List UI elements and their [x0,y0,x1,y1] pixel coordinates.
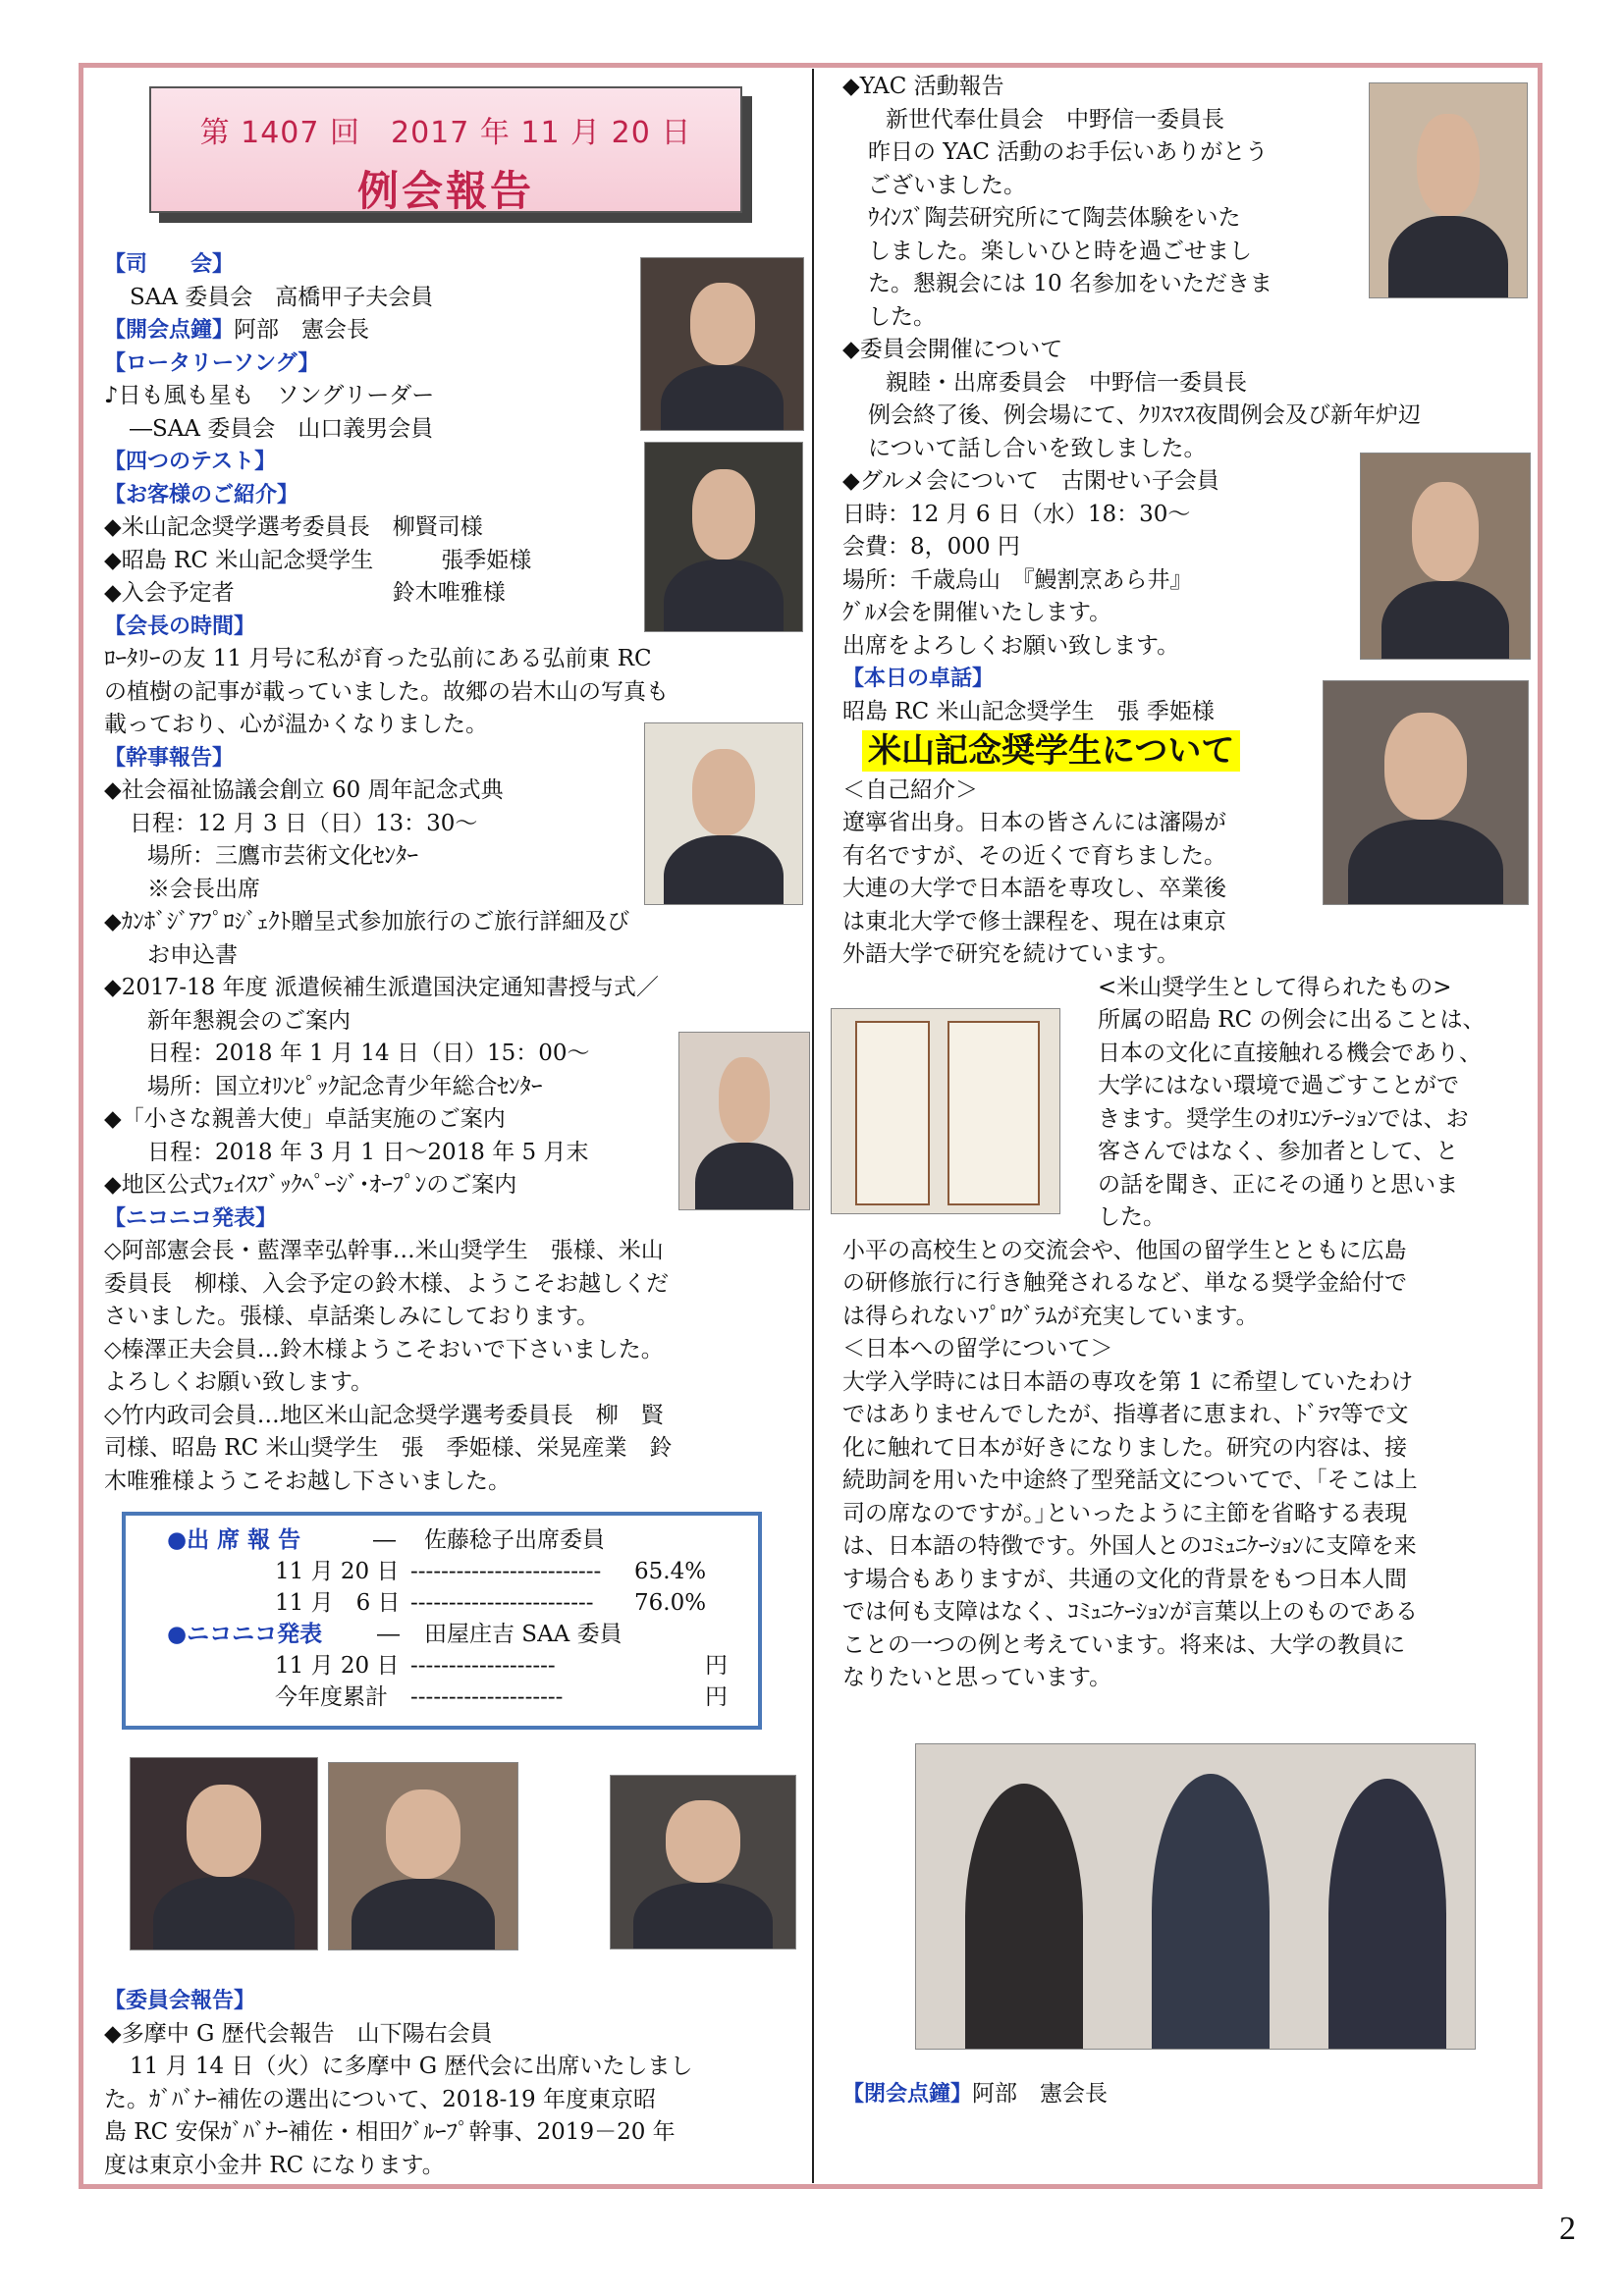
text-line: <米山奨学生として得られたもの> [1098,974,1452,1000]
photo-speaker [1323,680,1529,905]
photo-member-3 [610,1775,796,1949]
text-line: ◆YAC 活動報告 [842,74,1004,99]
text-line: しました。楽しいひと時を過ごせまし [868,238,1252,264]
photo-song-leader [644,442,803,632]
photo-member-1 [130,1757,318,1950]
photo-yac-chair [1369,82,1528,298]
text-line: 会費：8，000 円 [842,534,1020,560]
text-line: よろしくお願い致します。 [104,1369,374,1395]
attendance-row1-dots: ------------------------- [410,1559,602,1584]
text-line: 続助詞を用いた中途終了型発話文についてで、｢そこは上 [842,1468,1418,1493]
text-line: 場所：三鷹市芸術文化ｾﾝﾀｰ [147,843,418,869]
talk-self-intro [842,774,1373,972]
report-title: 例会報告 [356,167,534,215]
text-line: 新年懇親会のご案内 [147,1007,351,1034]
text-line: 載っており、心が温かくなりました。 [104,712,488,737]
report-title-box [149,86,742,213]
photo-president [678,1032,810,1210]
nikoniko-person: 田屋庄吉 SAA 委員 [424,1622,623,1647]
text-line: きます。奨学生のｵﾘｴﾝﾃｰｼｮﾝでは、お [1098,1105,1469,1132]
closing-bell [842,2078,1108,2111]
meeting-date: 第 1407 回 2017 年 11 月 20 日 [199,116,692,150]
text-line: の植樹の記事が載っていました。故郷の岩木山の写真も [104,678,669,705]
nikoniko-row1-value: 円 [705,1653,728,1679]
text-line: なりたいと思っています。 [842,1665,1112,1690]
text-line: 司様、昭島 RC 米山奨学生 張 季姫様、栄晃産業 鈴 [104,1435,673,1461]
text-line: ◆多摩中 G 歴代会報告 山下陽右会員 [104,2020,493,2047]
text-line: した。 [1098,1204,1165,1230]
text-line: す場合もありますが、共通の文化的背景をもつ日本人間 [842,1566,1407,1592]
section-heading: 【会長の時間】 [104,614,256,639]
photo-member-2 [328,1762,518,1950]
text-line: 小平の高校生との交流会や、他国の留学生とともに広島 [842,1237,1407,1263]
section-heading: 【本日の卓話】 [842,667,995,691]
section-heading: 【委員会報告】 [104,1989,256,2013]
text-line: 場所：千歳烏山 『鰻割烹あら井』 [842,566,1193,593]
photo-secretary [644,722,803,905]
nikoniko-row2-dots: -------------------- [410,1684,564,1710]
text-line: した。 [868,303,936,330]
attendance-title: ●出 席 報 告 [167,1527,301,1553]
text-line: 日程：2018 年 3 月 1 日～2018 年 5 月末 [147,1139,589,1165]
text-line: 有名ですが、その近くで育ちました。 [842,842,1226,869]
text-line: ございました。 [868,172,1026,198]
text-line: ｸﾞﾙﾒ会を開催いたします。 [842,600,1112,625]
text-line: さいました。張様、卓話楽しみにしております。 [104,1304,600,1329]
text-line: ◆入会予定者 鈴木唯雅様 [104,580,506,606]
text-line: 親睦・出席委員会 中野信一委員長 [886,369,1247,396]
nikoniko-title: ●ニコニコ発表 [167,1622,323,1647]
text-line: ＜自己紹介＞ [842,776,978,803]
text-line: 度は東京小金井 RC になります。 [104,2152,445,2178]
text-line: ◆「小さな親善大使」卓話実施のご案内 [104,1106,506,1132]
text-line: ではありませんでしたが、指導者に恵まれ、ﾄﾞﾗﾏ等で文 [842,1402,1409,1427]
text-line: ◇阿部憲会長・藍澤幸弘幹事…米山奨学生 張様、米山 [104,1238,664,1263]
text-line: 例会終了後、例会場にて、ｸﾘｽﾏｽ夜間例会及び新年炉辺 [868,402,1422,428]
nikoniko-row1-label: 11 月 20 日 [275,1653,400,1679]
photo-gourmet-organizer [1360,453,1531,660]
text-line: 日本の文化に直接触れる機会であり、 [1098,1040,1482,1066]
section-heading: 【四つのテスト】 [104,450,277,474]
text-line: について話し合いを致しました。 [868,435,1207,461]
text-line: お申込書 [147,941,238,968]
text-line: 出席をよろしくお願い致します。 [842,632,1180,659]
nikoniko-row2-value: 円 [705,1684,728,1710]
nikoniko-dash: ― [377,1622,400,1647]
text-line: 所属の昭島 RC の例会に出ることは、 [1098,1007,1486,1033]
text-line: 11 月 14 日（火）に多摩中 G 歴代会に出席いたしまし [130,2054,693,2079]
attendance-row2-dots: ------------------------ [410,1590,594,1616]
attendance-row2-label: 11 月 6 日 [275,1590,401,1616]
text-line: 外語大学で研究を続けています。 [842,941,1180,967]
text-line: 日程：12 月 3 日（日）13：30～ [130,810,478,836]
text-line: ◆社会福祉協議会創立 60 周年記念式典 [104,777,504,803]
text-line: は得られないﾌﾟﾛｸﾞﾗﾑが充実しています。 [842,1303,1259,1329]
text-line: 司の席なのですが。｣といったように主節を省略する表現 [842,1500,1407,1526]
text-line: 昨日の YAC 活動のお手伝いありがとう [868,139,1269,165]
closing-bell-text: 阿部 憲会長 [972,2081,1109,2107]
text-line: ※会長出席 [147,876,260,902]
page-number: 2 [1559,2211,1576,2247]
committee-report [104,1985,791,2182]
section-heading: 【幹事報告】 [104,745,235,771]
text-line: は東北大学で修士課程を、現在は東京 [842,908,1226,934]
text-line: 日時：12 月 6 日（水）18：30～ [842,501,1191,527]
text-line: ◆グルメ会について 古閑せい子会員 [842,468,1219,494]
text-line: 昭島 RC 米山記念奨学生 張 季姫様 [842,698,1215,724]
attendance-box [122,1512,762,1730]
text-line: 化に触れて日本が好きになりました。研究の内容は、接 [842,1434,1407,1461]
text-line: 大学にはない環境で過ごすことがで [1098,1073,1459,1098]
text-line: ◇榛澤正夫会員…鈴木様ようこそおいで下さいました。 [104,1336,664,1362]
text-line: ◆米山記念奨学選考委員長 柳賢司様 [104,514,483,540]
section-heading: 【ロータリーソング】 [104,350,320,376]
text-line: 大連の大学で日本語を専攻し、卒業後 [842,876,1226,901]
text-line: の話を聞き、正にその通りと思いま [1098,1171,1459,1198]
text-line: ―SAA 委員会 山口義男会員 [130,415,434,442]
text-line: ♪日も風も星も ソングリーダー [104,383,435,408]
attendance-dash: ― [373,1527,396,1553]
section-heading: 【司 会】 [104,252,235,277]
text-line: 島 RC 安保ｶﾞﾊﾞﾅｰ補佐・相田ｸﾞﾙｰﾌﾟ幹事、2019－20 年 [104,2119,676,2145]
nikoniko-row1-dots: ------------------- [410,1653,556,1679]
section-heading: 【ニコニコ発表】 [104,1205,278,1231]
text-line: SAA 委員会 高橋甲子夫会員 [130,284,434,310]
text-line: ◆2017-18 年度 派遣候補生派遣国決定通知書授与式／ [104,975,659,1000]
attendance-row1-value: 65.4% [634,1559,707,1584]
text-line: 新世代奉仕員会 中野信一委員長 [886,106,1224,133]
text-line: た。ｶﾞﾊﾞﾅｰ補佐の選出について、2018-19 年度東京昭 [104,2086,656,2112]
text-line: では何も支障はなく、ｺﾐｭﾆｹｰｼｮﾝが言葉以上のものである [842,1599,1419,1625]
attendance-row2-value: 76.0% [634,1590,707,1616]
text-line: は、日本語の特徴です。外国人とのｺﾐｭﾆｹｰｼｮﾝに支障を来 [842,1533,1417,1559]
text-line: た。懇親会には 10 名参加をいただきま [868,271,1272,296]
text-line: 木唯雅様ようこそお越し下さいました。 [104,1468,511,1494]
text-line: ◆ｶﾝﾎﾞｼﾞｱﾌﾟﾛｼﾞｪｸﾄ贈呈式参加旅行のご旅行詳細及び [104,909,630,934]
text-line: ﾛｰﾀﾘｰの友 11 月号に私が育った弘前にある弘前東 RC [104,646,652,671]
photo-calligraphy [831,1008,1060,1214]
text-line: ことの一つの例と考えています。将来は、大学の教員に [842,1631,1406,1658]
text-line: ｳｲﾝｽﾞ陶芸研究所にて陶芸体験をいた [868,205,1241,231]
text-line: 客さんではなく、参加者として、と [1098,1139,1459,1164]
text-line: 委員長 柳様、入会予定の鈴木様、ようこそお越しくだ [104,1270,669,1297]
attendance-person: 佐藤稔子出席委員 [424,1527,605,1553]
text-line: ◇竹内政司会員…地区米山記念奨学選考委員長 柳 賢 [104,1402,664,1428]
text-line: 日程：2018 年 1 月 14 日（日）15：00～ [147,1041,590,1066]
photo-group [915,1743,1476,2050]
text-line: 遼寧省出身。日本の皆さんには瀋陽が [842,810,1226,835]
text-line: 大学入学時には日本語の専攻を第 1 に希望していたわけ [842,1368,1414,1395]
text-line: の研修旅行に行き触発されるなど、単なる奨学金給付で [842,1270,1407,1296]
attendance-row1-label: 11 月 20 日 [275,1559,400,1584]
closing-bell-label: 【閉会点鐘】 [842,2082,973,2107]
text-line: 場所：国立ｵﾘﾝﾋﾟｯｸ記念青少年総合ｾﾝﾀｰ [147,1073,543,1099]
talk-study-abroad [842,1235,1530,1695]
photo-emcee [640,257,804,431]
section-heading: 【開会点鐘】阿部 憲会長 [104,317,370,343]
nikoniko-row2-label: 今年度累計 [275,1684,388,1710]
text-line: ◆委員会開催について [842,337,1063,362]
talk-title: 米山記念奨学生について [862,730,1240,772]
section-heading: 【お客様のご紹介】 [104,482,299,507]
text-line: ＜日本への留学について＞ [842,1336,1113,1362]
text-line: ◆地区公式ﾌｪｲｽﾌﾞｯｸﾍﾟｰｼﾞ･ｵｰﾌﾟﾝのご案内 [104,1172,517,1198]
text-line: ◆昭島 RC 米山記念奨学生 張季姫様 [104,547,532,573]
column-divider [812,69,814,2183]
